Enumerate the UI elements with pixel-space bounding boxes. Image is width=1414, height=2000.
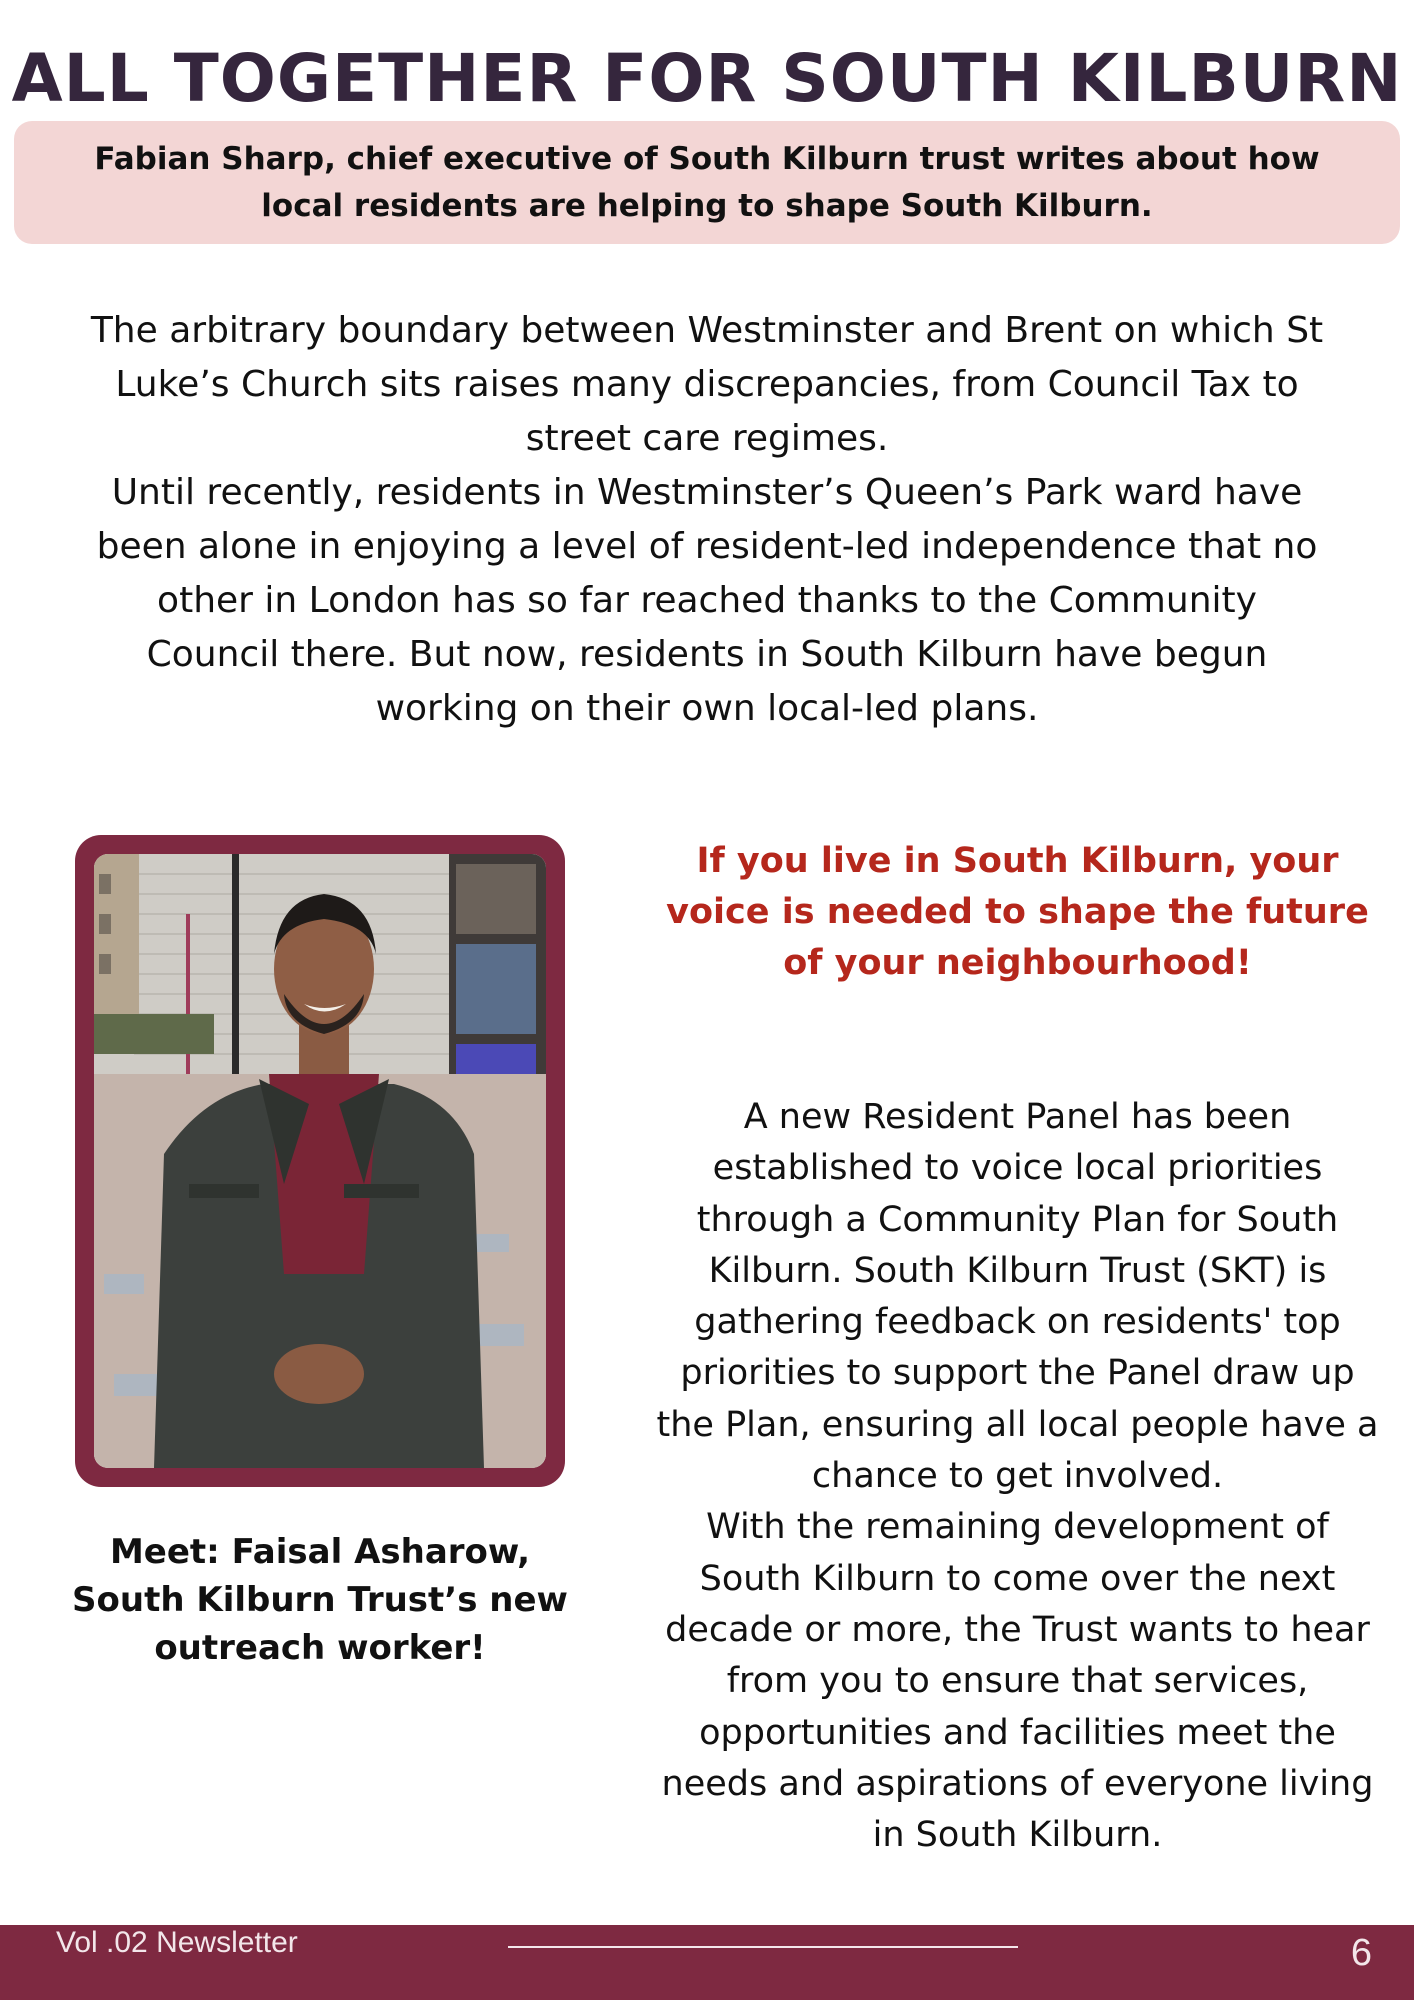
lead-paragraph-2: Until recently, residents in Westminster’s Queen’s Park ward have been alone in enjoying a level of resident-led independence that no other in London has so far reached thanks to the Community Council there. But now, residents in South Kilburn have begun working on their own local-led plans. [96, 472, 1318, 729]
portrait-illustration [94, 854, 546, 1468]
body-paragraph-1: A new Resident Panel has been established to voice local priorities through a Community Plan for South Kilburn. South Kilburn Trust (SKT) is gathering feedback on residents' top priorities to support the Panel draw up the Plan, ensuring all local people have a chance to get involved. [656, 1097, 1379, 1497]
intro-banner [14, 121, 1400, 244]
footer-divider [508, 1946, 1018, 1948]
newsletter-label: Vol .02 Newsletter [56, 1926, 298, 1959]
photo-frame [75, 835, 565, 1487]
page-title: ALL TOGETHER FOR SOUTH KILBURN [11, 40, 1403, 117]
portrait-photo [94, 854, 546, 1468]
callout-heading: If you live in South Kilburn, your voice is needed to shape the future of your neighbourhood! [666, 841, 1369, 983]
lead-text [90, 304, 1324, 736]
lead-paragraph-1: The arbitrary boundary between Westminster and Brent on which St Luke’s Church sits raises many discrepancies, from Council Tax to street care regimes. [90, 310, 1324, 459]
page-footer [0, 1925, 1414, 2000]
photo-caption: Meet: Faisal Asharow, South Kilburn Trust’s new outreach worker! [72, 1532, 568, 1668]
intro-text: Fabian Sharp, chief executive of South Kilburn trust writes about how local residents are helping to shape South Kilburn. [94, 140, 1320, 224]
body-paragraph-2: With the remaining development of South Kilburn to come over the next decade or more, the Trust wants to hear from you to ensure that services, opportunities and facilities meet the needs and aspirations of everyone living in South Kilburn. [661, 1507, 1374, 1856]
body-text [650, 1092, 1385, 1861]
page-number: 6 [1350, 1932, 1372, 1974]
